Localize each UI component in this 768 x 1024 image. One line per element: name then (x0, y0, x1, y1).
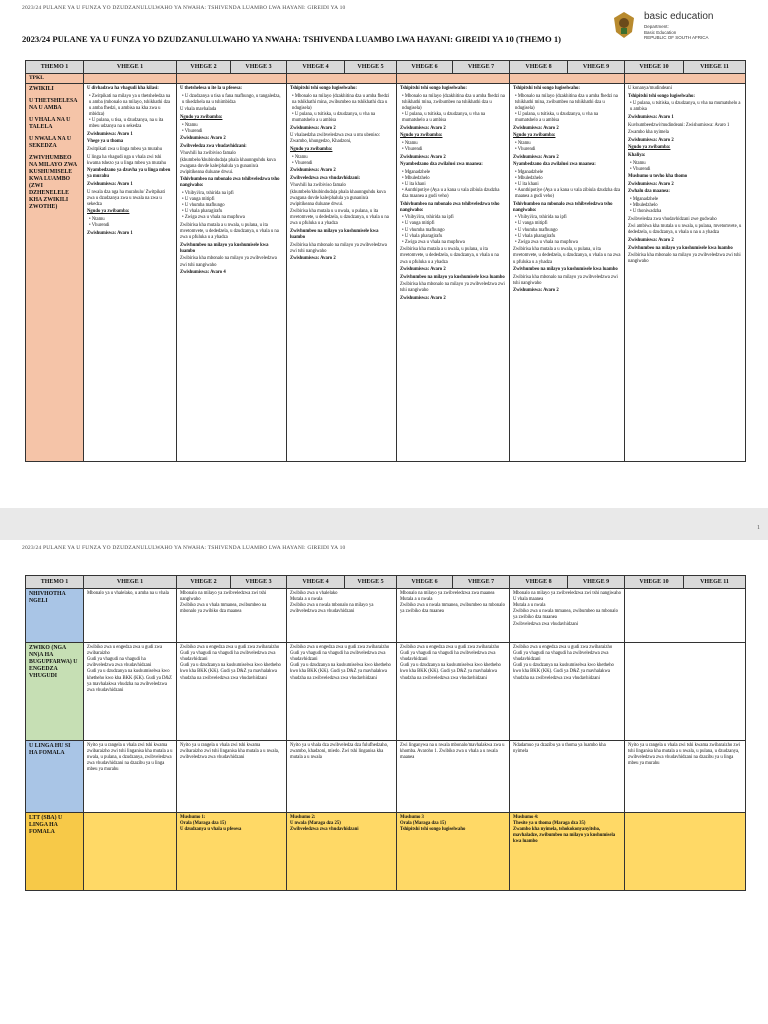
week-4-5-cell (287, 84, 397, 462)
skills-side-cell: ZWIKILI U THETSHELESA NA U AMBA U VHALA NA U TALELA U NWALA NA U SEKEDZA ZWIVHUMBEO NA MILAYO ZWA KUSHUMISELE KWA LUAMBO (ZWI DZHENELELE KHA ZWIKILI ZWOTHE) (26, 84, 84, 462)
table-cell (84, 813, 177, 891)
page-title: 2023/24 PULANE YA U FUNZA YO DZUDZANULULWAHO YA NWAHA: TSHIVENDA LUAMBO LWA HAYANI: GIREIDI YA 10 (THEMO 1) (22, 34, 562, 44)
list-item: • Mganadzhele (630, 197, 659, 202)
header-row (26, 61, 746, 74)
table-cell: Zwibiko zwa u engedza zwa u gudi zwa zwibaraizho Gudi ya vhagudi na vhagudi ha zwibveledzwa zwa vhudavhidzani Gudi ya u dzudzanya na kushumiselwa kwo khetheho kwo kha BKK (KK). Gudi ya D&Z ya mavhalakwa vhudzha na zwibveledzwa zwa vhudavhidzani (397, 643, 510, 741)
col-header: VHEGE 8 (510, 61, 568, 74)
col-header: VHEGE 6 (397, 61, 453, 74)
col-header: VHEGE 9 (568, 61, 625, 74)
list-item: • Vhurendi (515, 146, 536, 152)
plan-table-page-2 (25, 575, 746, 891)
list-item: • Vhurendi (292, 160, 313, 166)
table-row (26, 643, 746, 741)
col-header: VHEGE 11 (684, 61, 746, 74)
logo-sub: Department: Basic Education REPUBLIC OF SOUTH AFRICA (644, 24, 709, 40)
list-item: • Ntamu (630, 160, 646, 166)
cell-line: U nwala dza nga ha murahulu/ Zwitpikati zwa u dzudzanya zwa u nwala na zwa u sekedza (87, 189, 166, 207)
table-cell: Mushumo 1: Orala (Maraga dza 15) U dzudzanya u vhala u pfesesa (177, 813, 287, 891)
cell-line: Zwishumiswa: Avaro 2 (628, 238, 674, 244)
list-item: • Ntamu (89, 216, 105, 222)
cell-line: Vhuvhili ha zwibiviso famalo (khumbelo/khubinduda)a phala khaunnguhdu kuva zwagana duvde kale/phalula ya gunanin/a zwipitikeana duluane drwui. (290, 183, 386, 207)
cell-line: U divhadzwa ha vhagudi kha kilasi: (87, 86, 159, 92)
table-row (26, 813, 746, 891)
list-item: • U pulana, u tsitiska, u dzudzanya, u vha na mumatshelo a u ambisa (402, 111, 486, 124)
running-header: 2023/24 PULANE YA U FUNZA YO DZUDZANULULWAHO YA NWAHA: TSHIVENDA LUAMBO LWA HAYANI: GIREIDI YA 10 (22, 545, 346, 551)
list-item: • Vhurendi (630, 166, 651, 172)
cell-line: Zwibirisa kha mutala u u nwala, u pulana, u ita mvetomvete, u dededzela, u dzudzanya, u vhala u na zwa u pfuluka u a yhadza (290, 209, 389, 227)
col-header: VHEGE 11 (684, 576, 746, 589)
cell-line: Vhuvhili ha zwibiviso famalo (khumbelo/khubinduda)a phala khaunnguhdu kuva zwagana duvde kale/phalula ya gunanin/a zwipitikeana duluane drwui. (180, 151, 276, 175)
table-cell: Zwibiko zwa u engedza zwa u gudi zwa zwibaraizho Gudi ya vhagudi na vhagudi ha zwibveledzwa zwa vhudavhidzani Gudi ya u dzudzanya na kushumiselwa kwo khetheho kwo kha BKK (KK). Gudi ya D&Z ya mavhalakwa vhudzha na zwibveledzwa zwa vhudavhidzani (84, 643, 177, 741)
list-item: • Mbonalo na milayo (dzakhitina dza u amba fhedzi na tshikhathi mina, zwibumbeo na tshikhathi dza u ndugisela) (515, 93, 618, 111)
running-header: 2023/24 PULANE YA U FUNZA YO DZUDZANULULWAHO YA NWAHA: TSHIVENDA LUAMBO LWA HAYANI: GIREIDI YA 10 (22, 5, 346, 11)
table-cell (625, 589, 746, 643)
col-header: VHEGE 4 (287, 576, 345, 589)
cell-line: Zwibirisa kha mutala a u nwala, u pulana, u ita mvetomvete, u dededzela, u dzudzanya, u vhala u na zwa u pfuluka u a yhadza (400, 247, 499, 265)
table-cell: Mbonalo na milayo ya zwibveledzwa zwi tshi nangiwaho U vhala maanea Mutala a u nwala Zwibiko zwa u nwala mmanea, zwibumbeo na mbonalo ya zwibiko dza maanea Zwibveledzwa zwa vhudavhidzani (510, 589, 625, 643)
cell-line: Zwishumiswa: Avaro 2 (628, 137, 674, 143)
list-item: • Vhibyi/ira, tshirida na ipfi (402, 215, 454, 221)
list-item: • Mbuledzhelo (515, 175, 543, 181)
row-label: NHIVHOTHA NGELI (26, 589, 84, 643)
table-cell: Nyito ya u rangela u vhala zwi tshi kwama zwibaraizho zwi tshi linganisa kha mutala a u nwala, u pulana, u dzudzanya, zwibveledzwa zwa vhudavhidzani na dzazibu ya u linga mbeu ya murahu (84, 741, 177, 813)
cell-line: Zwambo kha nyimela (628, 130, 669, 136)
table-cell: Mushumo 4: Thesite ya u thoma (Maraga dza 35) Zwambo kha nyimela, tshokokonyanyitsho, mavhaladze, zwibumbeo na milayo ya kushumisela kwa luambo (510, 813, 625, 891)
col-header: VHEGE 1 (84, 61, 177, 74)
cell-line: Zwivhumbeo na milayo ya kushumisele kwa luambo (400, 274, 505, 280)
list-item: • U pulana, u tsitiska, u dzudzanya, u vha na mumatshelo a u ambisa (292, 111, 376, 124)
table-cell: Mbonalo ya u vhalelako, u amba na u vhala (84, 589, 177, 643)
col-header: VHEGE 8 (510, 576, 568, 589)
list-item: • U pulana, u tsitiska, u dzudzanya, u vha na mumatshelo a u ambisa (630, 101, 741, 113)
list-item: • U vhala pharagirafu (515, 233, 556, 239)
list-item: • U vhala pharagirafu (182, 209, 223, 215)
table-cell: Zwibiko zwa u engedza zwa u gudi zwa zwibaraizho Gudi ya vhagudi na vhagudi ha zwibveledzwa zwa vhudavhidzani Gudi ya u dzudzanya na kushumiselwa kwo khetheho kwo kha BKK (KK). Gudi ya D&Z ya mavhalakwa vhudzha na zwibveledzwa zwa vhudavhidzani (287, 643, 397, 741)
cell-line: Zwishumiswa: Avaro 2 (513, 125, 559, 131)
list-item: • Aunthipotiye (Aya u a kana u vala zibiula dzudzha dza maanea a gudi veho) (515, 188, 621, 200)
page-number: 1 (757, 525, 760, 531)
cell-line: Ngudo ya zwibamba: (628, 145, 671, 151)
table-row (26, 589, 746, 643)
list-item: • Vhibyi/ira, tshirida na ipfi (182, 191, 234, 196)
list-item: • U ita khani (515, 181, 539, 187)
cell-line: Tshivhumbeo na mbonalo zwa tshibveledzwa tsho nangiwaho: (180, 177, 280, 189)
col-header: VHEGE 7 (453, 576, 510, 589)
list-item: • U vanga mitipfi (182, 197, 215, 203)
list-item: • Mbuledzhelo (630, 203, 658, 209)
list-item: • Mganadzhele (515, 169, 544, 175)
cell-line: Kuvhumbeedzwi/mudindeani: Zwishumiswa: Avaro 1 (628, 122, 730, 128)
cell-line: Tshipitshi tshi songo lugiselwaho: (513, 86, 580, 92)
cell-line: Zwishumiswa: Avaro 2 (628, 181, 674, 187)
table-cell: Ndadamuo ya dzazibu ya u thoma ya luambo kha nyimela (510, 741, 625, 813)
cell-line: Nyambedzano ya dzuvha ya u linga mbeu ya murahu (87, 168, 171, 180)
cell-line: Mushumo u tovho kha thomo (628, 174, 688, 180)
list-item: • Zwitpikati na milayo ya u thetsheledza na u amba (mbonalo na milayo, tshikhathi dza u amba fhedzi, u ambisa na kha zwa u mbidza) (89, 93, 171, 117)
list-item: • U vanga mitipfi (402, 221, 435, 227)
col-header: VHEGE 2 (177, 61, 231, 74)
cell-line: Zwishumiswa: Avaro 2 (180, 136, 226, 142)
table-cell: Nyito ya u rangela u vhala zwi tshi kwama zwibaraizho zwi tshi linganisa kha mutala a u nwala, u pulana, u dzudzanya, zwibveledzwa zwa vhudavhidzani na dzazibu ya u linga mbeu ya murahu (625, 741, 746, 813)
cell-line: Zwishumiswa: Avaro 1 (628, 114, 674, 120)
cell-line: U konanya/mudindeani (628, 86, 672, 92)
table-cell: Mbonalo na milayo ya zwibveledzwa zwa maanea Mutala a u nwala Zwibiko zwa u nwala mmanea, zwibumbeo na mbonalo ya zwibiko dza maanea (397, 589, 510, 643)
cell-line: Ngudo ya zwibamba: (290, 146, 333, 152)
table-cell (625, 813, 746, 891)
cell-line: U vhalaedzha zwibveledzwa zwa u ntu ubeniso: Zwambo, khungedzo, Khadzoni, (290, 133, 381, 145)
cell-line: Zwishumiswa: Avaro 2 (290, 256, 336, 262)
list-item: • Mbonalo na milayo (dzakhitina dza u amba fhedzi na tshikhathi mina, zwibumbeo na tshikhathi dza u ndugisela) (402, 93, 505, 111)
list-item: • U vhala pharagirafu (402, 233, 443, 239)
table-cell: Zwi linganywa na u nwala mbonalo/mavhalakwa zwa u khomba. Avaroho 1. Zwibiko zwa u vhala a u nwala maanea (397, 741, 510, 813)
list-item: • Aunthipotiye (Aya u a kana u vala zibiula dzudzha dza maanea a gudi veho) (402, 188, 500, 200)
col-header: VHEGE 10 (625, 576, 684, 589)
cell-line: Zwishumiswa: Avaro 4 (180, 270, 226, 276)
row-label: U LINGA HU SI HA FOMALA (26, 741, 84, 813)
dbe-logo (610, 10, 728, 44)
col-header: VHEGE 3 (231, 576, 287, 589)
list-item: • U pulana, u tsitiska, u dzudzanya, u vha na mumatshelo a u ambisa (515, 111, 599, 124)
cell-line: U thetshelesa u ite la u pfesesa: (180, 86, 242, 92)
cell-line: Zwibveledzwa zwa vhudavhidzani: (290, 175, 361, 181)
cell-line: Zwibirisa kha mbonalo na milayo ya zwibveledzwa zwi tshi nangiwaho (513, 274, 618, 286)
col-header: VHEGE 5 (345, 61, 397, 74)
cell-line: Vhege ya u thoma (87, 139, 124, 145)
list-item: • Mbonalo na milayo (dzakhitina dza u amba fhedzi na tshikhathi mina, zwibumbeo na tshikhathi dza u ndugisela) (292, 93, 390, 111)
cell-line: Zwivhumbeo na milayo ya kushumisele kwa luambo (180, 242, 269, 254)
plan-table-page-1 (25, 60, 746, 462)
logo-main: basic education (644, 11, 714, 22)
table-cell: Nyito ya u vhala dza zwibveledza dza fulufhedzaho, zwambo, khadzoni, miedo. Zwi tshi linganisa kha mutala a u nwala (287, 741, 397, 813)
col-header: VHEGE 1 (84, 576, 177, 589)
list-item: • U thoniwadzha (630, 209, 662, 215)
cell-line: Zwivhumbeo na milayo ya kushumisele kwa luambo (290, 229, 379, 241)
cell-line: Nyambedzano dza zwilalusi zwa maanea: (513, 162, 596, 168)
page-2-body (26, 589, 746, 891)
list-item: • U vanga mitipfi (515, 221, 548, 227)
cell-line: Ngudo ya zwibamba: (87, 209, 130, 215)
cell-line: Zwivhumbeo na milayo ya kushumisele kwa luambo (513, 267, 618, 273)
cell-line: Zwibveledza zwa vhudavhidzani: (180, 143, 247, 149)
list-item: • Vhibyi/ira, tshirida na ipfi (515, 215, 567, 221)
cell-line: Zwibirisa kha mbonalo na milayo ya zwibveledzwa zwi tshi nangiwaho (290, 242, 387, 254)
list-item: • Zwiga zwa u vhala na mupfuwa (515, 239, 578, 245)
col-header: VHEGE 6 (397, 576, 453, 589)
col-header: THEMO 1 (26, 576, 84, 589)
table-cell: Zwibiko zwa u engedza zwa u gudi zwa zwibaraizho Gudi ya vhagudi na vhagudi ha zwibveledzwa zwa vhudavhidzani Gudi ya u dzudzanya na kushumiselwa kwo khetheho kwo kha BKK (KK). Gudi ya D&Z ya mavhalakwa vhudzha na zwibveledzwa zwa vhudavhidzani (177, 643, 287, 741)
list-item: • U dzudzanya u tisa u fana mafhungo, u tangaledza, u tikedzhela na u tshimbidza (182, 93, 281, 105)
cell-line: Tshivhumbeo na mbonalo zwa tshibveledzwa tsho nangiwaho: (400, 201, 500, 213)
col-header: THEMO 1 (26, 61, 84, 74)
week-2-3-cell (177, 84, 287, 462)
cell-line: Zwibirisa kha mbonalo na milayo ya zwibveledzwa zwi tshi nangiwaho (400, 282, 505, 294)
list-item: • Zwiga zwa u vhala na mupfuwa (402, 239, 465, 245)
cell-line: Zwishumiswa: Avaro 2 (400, 267, 446, 273)
cell-line: Zwishumiswa: Avaro 2 (513, 154, 559, 160)
cell-line: Zwibirisa kha mbonalo na milayo ya zwibveledzwa zwi tshi nangiwaho (180, 256, 277, 268)
list-item: • Ntamu (515, 140, 531, 146)
table-cell (625, 643, 746, 741)
cell-line: U linga ha vhagudi nga u vhala zwi tshi kwama tshezo ya u linga mbeu ya murahu (87, 154, 167, 166)
cell-line: Zwishumiswa: Avaro 1 (87, 230, 133, 236)
cell-line: Ngudo ya zwibamba: (400, 133, 443, 139)
table-cell: Mbonalo na milayo ya zwibveledzwa zwi tshi nangiwaho Zwibiko zwa u vhala mmanea, zwibumbeo na mbonalo ya zwibiko dza maanea (177, 589, 287, 643)
list-item: • U ita khani (402, 181, 426, 187)
tpkl-row (26, 74, 746, 84)
cell-line: Zwibirisa kha mbonalo na milayo ya zwibveledzwa zwi tshi nangiwaho (628, 253, 741, 265)
cell-line: Zwishumiswa: Avaro 2 (400, 125, 446, 131)
list-item: • Vhurendi (89, 222, 110, 228)
cell-line: Khaliya: (628, 152, 646, 158)
cell-line: Zwi ambiwa kha mutala u u nwala, u pulana, mvetomvete, u dededzela, u dzudzanya, u vhala u na u a yhadza (628, 224, 742, 236)
list-item: • U vhumba mafhungo (515, 227, 558, 233)
cell-line: Zwibirisa kha mutala a u nwala, u pulana, u ita mvetomvete, u dededzela, u dzudzanya, u vhala u na zwa u pfuluka u a yhadza (513, 247, 621, 265)
table-cell: Mushumo 2: U nwala (Maraga dza 25) Zwibveledzwa zwa vhudavhidzani (287, 813, 397, 891)
week-1-cell (84, 84, 177, 462)
coat-of-arms-icon (610, 10, 638, 40)
tpkl-label: TPKL (26, 74, 84, 84)
cell-line: Tshipitshi tshi songo lugiselwaho: (628, 93, 695, 99)
table-cell: Zwibiko zwa u engedza zwa u gudi zwa zwibaraizho Gudi ya vhagudi na vhagudi ha zwibveledzwa zwa vhudavhidzani Gudi ya u dzudzanya na kushumiselwa kwo khetheho kwo kha BKK (KK). Gudi ya D&Z ya mavhalakwa vhudzha na zwibveledzwa zwa vhudavhidzani (510, 643, 625, 741)
row-label: LTT (SBA) U LINGA HA FOMALA (26, 813, 84, 891)
list-item: • Vhurendi (182, 128, 203, 134)
col-header: VHEGE 2 (177, 576, 231, 589)
cell-line: Zwibirisa kha mutala a u nwala, u pulana, u ita mvetomvete, u dededzela, u dzudzanya, u vhala u na zwa u pfuluka u a yhadza (180, 222, 279, 241)
col-header: VHEGE 5 (345, 576, 397, 589)
cell-line: Zwishumiswa: Avaro 2 (400, 154, 446, 160)
cell-line: Tshivhumbeo na mbonalo zwa tshibveledzwa tsho nangiwaho: (513, 201, 613, 213)
cell-line: Zwishumiswa: Avaro 2 (290, 168, 336, 174)
cell-line: Zwishumiswa: Avaro 1 (87, 131, 133, 137)
header-row (26, 576, 746, 589)
cell-line: Tshipitshi tshi songo lugiselwaho: (290, 86, 357, 92)
cell-line: Zwishumiswa: Avaro 2 (290, 125, 336, 131)
list-item: • Mbuledzhelo (402, 175, 430, 181)
table-row (26, 741, 746, 813)
week-6-7-cell (397, 84, 510, 462)
col-header: VHEGE 9 (568, 576, 625, 589)
col-header: VHEGE 4 (287, 61, 345, 74)
list-item: • Ntamu (292, 154, 308, 160)
table-cell: Nyito ya u rangela u vhala zwi tshi kwama zwibaraizho zwi tshi linganisa kha mutala a u nwala, zwibveledzwa zwa vhudavhidzani (177, 741, 287, 813)
cell-line: Zwivhumbeo na milayo ya kushumisele kwa luambo (628, 245, 733, 251)
list-item: • Zwiga zwa u vhala na mupfuwa (182, 215, 245, 221)
cell-line: Zwishumiswa: Avaro 2 (400, 296, 446, 301)
list-item: • U vhumba mafhungo (182, 203, 225, 209)
table-cell: Zwibiko zwa u vhalelako Mutala a u nwala Zwibiko zwa u nwala mbonalo na milayo ya zwibveledzwa zwa vhudavhidzani (287, 589, 397, 643)
col-header: VHEGE 3 (231, 61, 287, 74)
col-header: VHEGE 7 (453, 61, 510, 74)
cell-line: U vhala mavhalada (180, 107, 217, 113)
cell-line: Ngudo ya zwibamba: (180, 114, 223, 120)
list-item: • Mganadzhele (402, 169, 431, 175)
list-item: • U pulana, u tisa, u dzudzanya, na u ita mbeu udzanya na u sekedza (89, 118, 164, 130)
cell-line: Zwishumiswa: Avaro 2 (513, 288, 559, 294)
list-item: • Ntamu (402, 140, 418, 146)
week-10-11-cell (625, 84, 746, 462)
col-header: VHEGE 10 (625, 61, 684, 74)
week-8-9-cell (510, 84, 625, 462)
content-row (26, 84, 746, 462)
list-item: • Vhurendi (402, 146, 423, 152)
list-item: • U vhumba mafhungo (402, 227, 445, 233)
cell-line: Zwhalu dza maanea: (628, 189, 670, 195)
list-item: • Ntamu (182, 122, 198, 128)
row-label: ZWIKO (NGA NN)A HA BUGUPFARWA) U ENGEDZA VHUGUDI (26, 643, 84, 741)
cell-line: Zwitpikati zwa u linga mbeu ya murahu (87, 146, 162, 152)
cell-line: Zwishumiswa: Avaro 1 (87, 181, 133, 187)
page-1 (0, 0, 768, 508)
table-cell: Mushumo 3 Orala (Maraga dza 15) Tshipitshi tshi songo lugiselwaho (397, 813, 510, 891)
cell-line: Zwibveledza zwa vhudavhidzani zwe gudwaho (628, 216, 717, 222)
cell-line: Ngudo ya zwibamba: (513, 133, 556, 139)
page-2 (0, 540, 768, 1024)
cell-line: Tshipitshi tshi songo lugiselwaho: (400, 86, 467, 92)
cell-line: Nyambedzano dza zwilalusi zwa maanea: (400, 162, 483, 168)
